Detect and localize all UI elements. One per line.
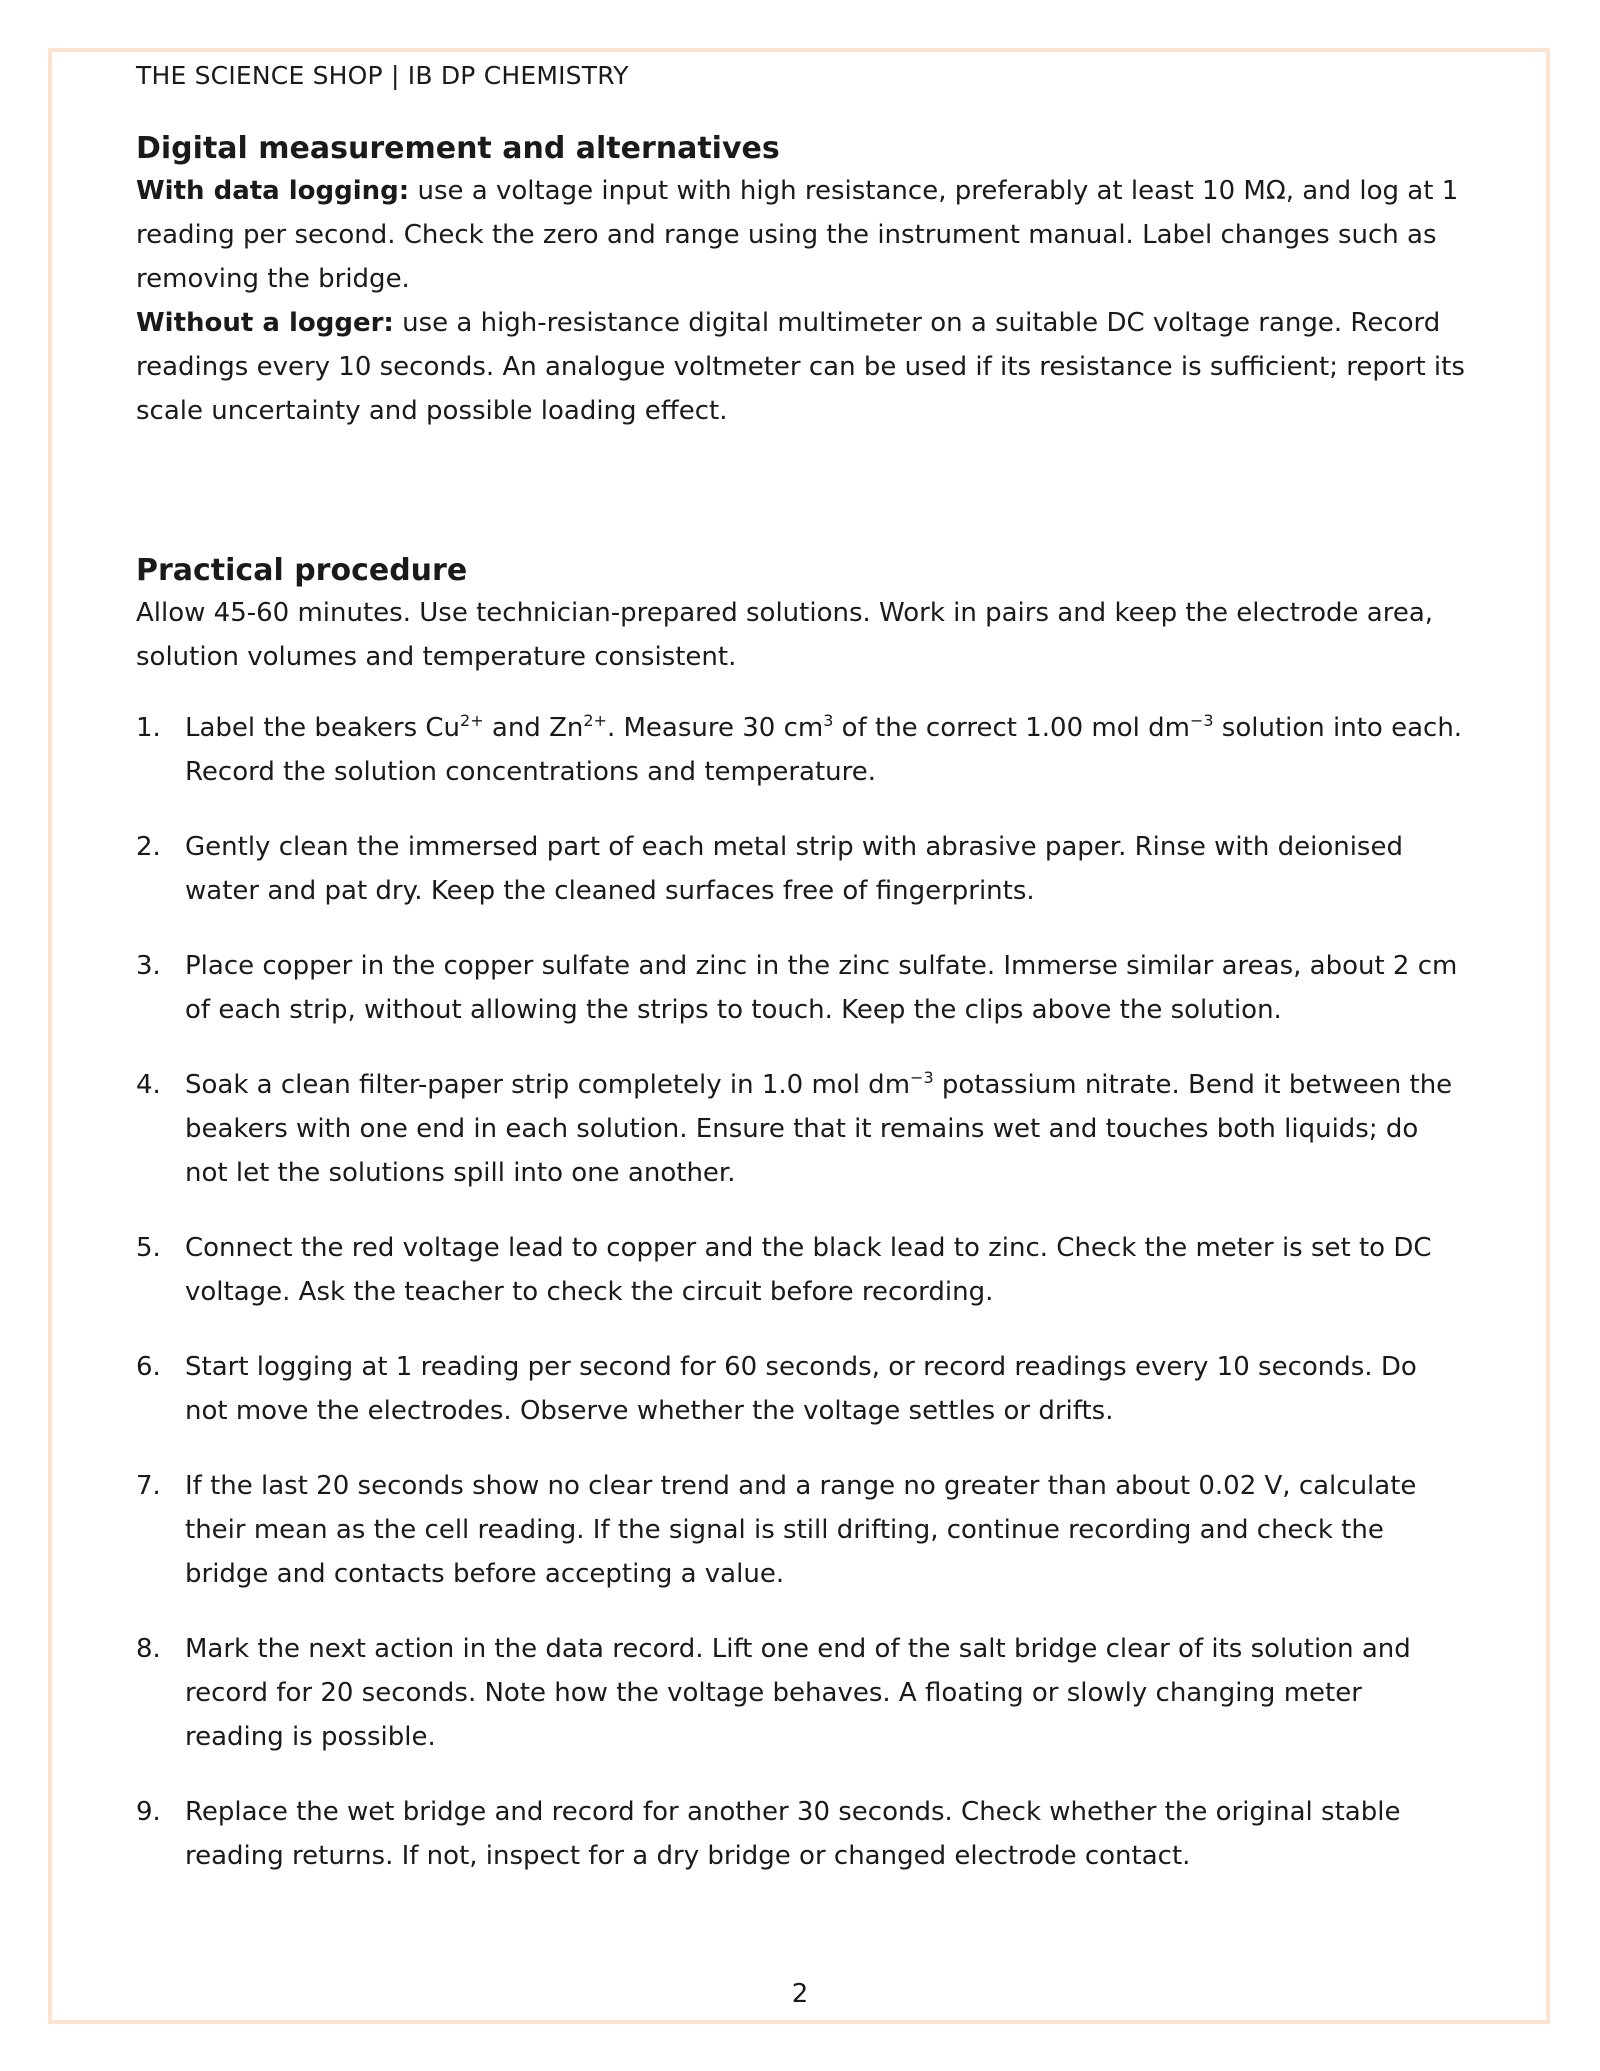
lead-without-logger: Without a logger: — [136, 308, 394, 338]
procedure-step-9 — [136, 1790, 1466, 1878]
step-text: Connect the red voltage lead to copper and the black lead to zinc. Check the meter is set to DC voltage. Ask the teacher to check the circuit before recording. — [185, 1233, 1432, 1307]
step-text: Start logging at 1 reading per second for 60 seconds, or record readings every 10 seconds. Do not move the electrodes. Observe whether the voltage settles or drifts. — [185, 1352, 1417, 1426]
step-text-part: . Measure 30 cm — [606, 713, 824, 743]
step-number: 7. — [136, 1471, 161, 1501]
step-text-part: potassium nitrate. Bend it between the beakers with one end in each solution. Ensure that it remains wet and touches both liquids; do not let the solutions spill into one another. — [185, 1070, 1453, 1188]
step-text-part: and Zn — [483, 713, 584, 743]
text-with-data-logging: use a voltage input with high resistance, preferably at least 10 MΩ, and log at 1 reading per second. Check the zero and range using the instrument manual. Label changes such as removing the bridge. — [136, 176, 1459, 294]
step-number: 4. — [136, 1070, 161, 1100]
step-text: Gently clean the immersed part of each metal strip with abrasive paper. Rinse with deionised water and pat dry. Keep the cleaned surfaces free of fingerprints. — [185, 832, 1403, 906]
step-text-part: Label the beakers Cu — [185, 713, 461, 743]
procedure-intro: Allow 45-60 minutes. Use technician-prepared solutions. Work in pairs and keep the electrode area, solution volumes and temperature consistent. — [136, 598, 1434, 672]
lead-with-data-logging: With data logging: — [136, 176, 410, 206]
superscript: 2+ — [460, 711, 484, 730]
page-number: 2 — [791, 1979, 809, 2009]
procedure-step-7 — [136, 1464, 1466, 1596]
document-content — [136, 56, 1466, 1909]
step-text: Replace the wet bridge and record for another 30 seconds. Check whether the original stable reading returns. If not, inspect for a dry bridge or changed electrode contact. — [185, 1797, 1401, 1871]
step-number: 5. — [136, 1233, 161, 1263]
step-text-part: solution into each. Record the solution concentrations and temperature. — [185, 713, 1463, 787]
step-number: 9. — [136, 1797, 161, 1827]
superscript: 3 — [823, 711, 834, 730]
step-number: 6. — [136, 1352, 161, 1382]
step-text-part: of the correct 1.00 mol dm — [833, 713, 1190, 743]
step-text: Mark the next action in the data record. Lift one end of the salt bridge clear of its solution and record for 20 seconds. Note how the voltage behaves. A floating or slowly changing meter reading is possible. — [185, 1634, 1411, 1752]
paragraph-with-data-logging — [136, 169, 1466, 301]
procedure-step-4 — [136, 1063, 1466, 1195]
step-number: 2. — [136, 832, 161, 862]
step-number: 3. — [136, 951, 161, 981]
procedure-step-1 — [136, 706, 1466, 794]
paragraph-without-logger — [136, 301, 1466, 433]
procedure-step-3 — [136, 944, 1466, 1032]
step-text: If the last 20 seconds show no clear trend and a range no greater than about 0.02 V, calculate their mean as the cell reading. If the signal is still drifting, continue recording and check the bridge and contacts before accepting a value. — [185, 1471, 1417, 1589]
step-text: Place copper in the copper sulfate and zinc in the zinc sulfate. Immerse similar areas, about 2 cm of each strip, without allowing the strips to touch. Keep the clips above the solution. — [185, 951, 1458, 1025]
step-text-part: Soak a clean filter-paper strip completely in 1.0 mol dm — [185, 1070, 911, 1100]
superscript: 2+ — [583, 711, 607, 730]
procedure-step-8 — [136, 1627, 1466, 1759]
procedure-step-6 — [136, 1345, 1466, 1433]
step-number: 8. — [136, 1634, 161, 1664]
procedure-step-5 — [136, 1226, 1466, 1314]
superscript: −3 — [910, 1068, 934, 1087]
step-number: 1. — [136, 713, 161, 743]
text-without-logger: use a high-resistance digital multimeter on a suitable DC voltage range. Record readings every 10 seconds. An analogue voltmeter can be used if its resistance is sufficient; report its scale uncertainty and possible loading effect. — [136, 308, 1465, 426]
running-header: THE SCIENCE SHOP | IB DP CHEMISTRY — [136, 61, 629, 90]
superscript: −3 — [1189, 711, 1214, 730]
procedure-step-2 — [136, 825, 1466, 913]
procedure-steps-list — [136, 706, 1466, 1878]
section-heading-digital-measurement: Digital measurement and alternatives — [136, 131, 780, 166]
section-heading-practical-procedure: Practical procedure — [136, 553, 468, 588]
